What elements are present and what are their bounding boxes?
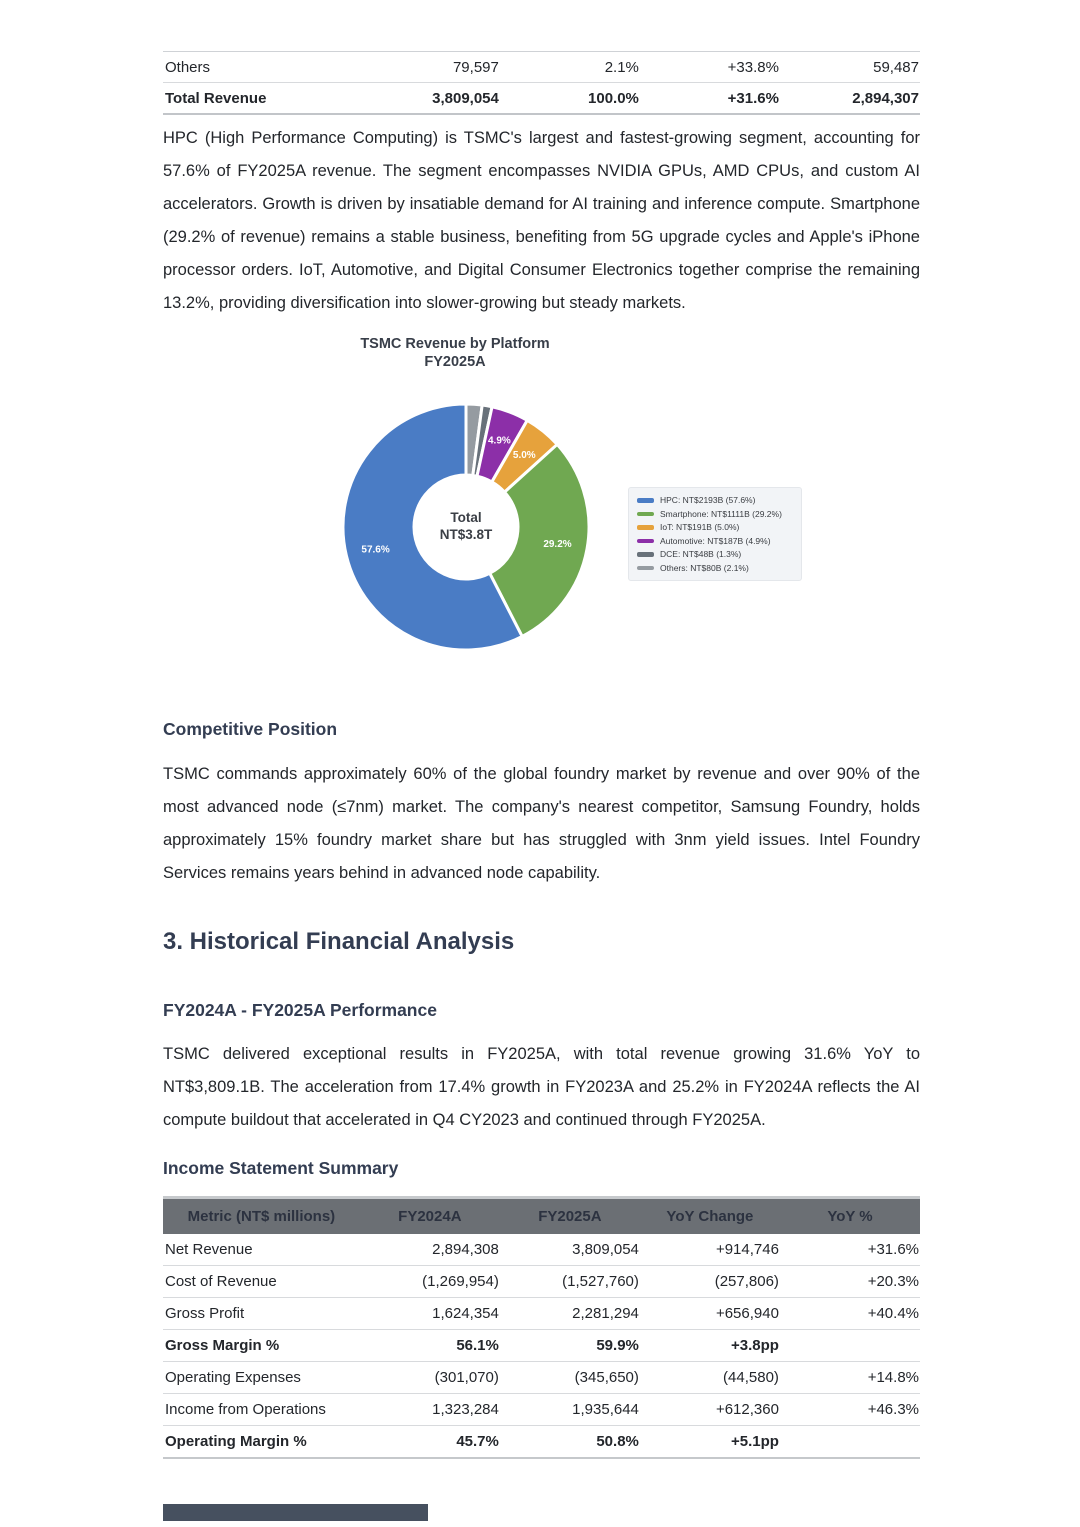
chart-title-line1: TSMC Revenue by Platform: [360, 336, 550, 352]
table-row: [163, 1266, 920, 1298]
legend-label: Others: NT$80B (2.1%): [660, 562, 749, 573]
row-label: Total Revenue: [165, 89, 267, 107]
pie-slice-percent-label: 57.6%: [361, 544, 390, 556]
row-label: Income from Operations: [163, 1394, 360, 1426]
legend-label: Automotive: NT$187B (4.9%): [660, 535, 771, 546]
heading-competitive-position: Competitive Position: [163, 719, 338, 739]
table-row: [163, 1298, 920, 1330]
row-value: 2,894,308: [360, 1234, 500, 1266]
heading-income-summary: Income Statement Summary: [163, 1158, 399, 1178]
legend-label: Smartphone: NT$1111B (29.2%): [660, 508, 782, 519]
row-value: 59,487: [780, 52, 920, 83]
column-header: YoY Change: [640, 1198, 780, 1235]
row-value: 1,624,354: [360, 1298, 500, 1330]
row-value: 2,281,294: [500, 1298, 640, 1330]
row-value: +612,360: [640, 1394, 780, 1426]
row-value: 79,597: [360, 52, 500, 83]
pie-slice-percent-label: 29.2%: [543, 539, 572, 551]
row-label: Cost of Revenue: [163, 1266, 360, 1298]
table-row: [163, 52, 920, 83]
row-value: +40.4%: [780, 1298, 920, 1330]
row-label: Gross Margin %: [163, 1330, 360, 1362]
row-value: +31.6%: [780, 1234, 920, 1266]
table-row: [163, 1330, 920, 1362]
row-value: +5.1pp: [640, 1426, 780, 1459]
legend-swatch: [637, 566, 654, 571]
table-row: [163, 1426, 920, 1459]
legend-item: [637, 508, 793, 521]
legend-item: [637, 535, 793, 548]
row-value: (1,269,954): [360, 1266, 500, 1298]
row-value: +14.8%: [780, 1362, 920, 1394]
row-label: Gross Profit: [163, 1298, 360, 1330]
row-value: 3,809,054: [500, 1234, 640, 1266]
row-label: Net Revenue: [163, 1234, 360, 1266]
donut-center-value: NT$3.8T: [439, 527, 493, 542]
table-row: [163, 83, 920, 115]
column-header: FY2024A: [360, 1198, 500, 1235]
row-value: +20.3%: [780, 1266, 920, 1298]
row-value: (345,650): [500, 1362, 640, 1394]
legend-label: IoT: NT$191B (5.0%): [660, 522, 740, 532]
row-label: Operating Margin %: [163, 1426, 360, 1459]
income-statement-table: [163, 1196, 920, 1459]
row-value: 1,323,284: [360, 1394, 500, 1426]
segment-table-partial: [163, 51, 920, 115]
row-value: 2,894,307: [852, 89, 919, 107]
next-table-header-partial: [163, 1504, 428, 1521]
column-header: YoY %: [780, 1198, 920, 1235]
table-row: [163, 1394, 920, 1426]
column-header: Metric (NT$ millions): [163, 1198, 360, 1235]
row-value: 1,935,644: [500, 1394, 640, 1426]
legend-swatch: [637, 525, 654, 530]
table-row: [163, 1234, 920, 1266]
row-value: +656,940: [640, 1298, 780, 1330]
row-value: [780, 1426, 920, 1459]
legend-item: [637, 562, 793, 575]
heading-performance: FY2024A - FY2025A Performance: [163, 1000, 437, 1020]
row-value: 2.1%: [500, 52, 640, 83]
donut-center-title: Total: [450, 510, 482, 525]
competitive-paragraph: TSMC commands approximately 60% of the global foundry market by revenue and over 90% of the most advanced node (≤7nm) market. The company's nearest competitor, Samsung Foundry, holds approximately 15% foundry market share but has struggled with 3nm yield issues. Intel Foundry Services remains years behind in advanced node capability.: [163, 765, 920, 882]
donut-center-label: [406, 509, 526, 543]
chart-legend: [628, 487, 802, 581]
legend-label: DCE: NT$48B (1.3%): [660, 549, 742, 559]
row-value: (44,580): [640, 1362, 780, 1394]
row-value: 3,809,054: [432, 89, 499, 107]
legend-item: [637, 521, 793, 534]
row-value: +33.8%: [640, 52, 780, 83]
row-value: 59.9%: [500, 1330, 640, 1362]
row-value: 50.8%: [500, 1426, 640, 1459]
row-value: 100.0%: [588, 89, 639, 107]
row-value: +31.6%: [727, 89, 779, 107]
legend-swatch: [637, 539, 654, 544]
heading-section-3: 3. Historical Financial Analysis: [163, 928, 515, 955]
legend-label: HPC: NT$2193B (57.6%): [660, 495, 756, 505]
income-table-header-row: [163, 1198, 920, 1235]
table-row: [163, 1362, 920, 1394]
performance-paragraph: TSMC delivered exceptional results in FY2025A, with total revenue growing 31.6% YoY to NT$3,809.1B. The acceleration from 17.4% growth in FY2023A and 25.2% in FY2024A reflects the AI compute buildout that accelerated in Q4 CY2023 and continued through FY2025A.: [163, 1045, 920, 1129]
row-value: (1,527,760): [500, 1266, 640, 1298]
legend-item: [637, 548, 793, 561]
pie-slice-percent-label: 5.0%: [512, 450, 536, 462]
hpc-paragraph: HPC (High Performance Computing) is TSMC's largest and fastest-growing segment, accounting for 57.6% of FY2025A revenue. The segment encompasses NVIDIA GPUs, AMD CPUs, and custom AI accelerators. Growth is driven by insatiable demand for AI training and inference compute. Smartphone (29.2% of revenue) remains a stable business, benefiting from 5G upgrade cycles and Apple's iPhone processor orders. IoT, Automotive, and Digital Consumer Electronics together comprise the remaining 13.2%, providing diversification into slower-growing but steady markets.: [163, 129, 920, 312]
row-value: +3.8pp: [640, 1330, 780, 1362]
row-label: Operating Expenses: [163, 1362, 360, 1394]
row-value: +46.3%: [780, 1394, 920, 1426]
legend-swatch: [637, 552, 654, 557]
column-header: FY2025A: [500, 1198, 640, 1235]
pie-slice-percent-label: 4.9%: [488, 435, 511, 447]
row-label: Others: [163, 52, 360, 83]
row-value: 56.1%: [360, 1330, 500, 1362]
legend-swatch: [637, 512, 654, 517]
row-value: (257,806): [640, 1266, 780, 1298]
chart-title-line2: FY2025A: [424, 353, 486, 370]
legend-item: [637, 494, 793, 507]
row-value: 45.7%: [360, 1426, 500, 1459]
row-value: (301,070): [360, 1362, 500, 1394]
chart-title: [255, 336, 655, 371]
row-value: [780, 1330, 920, 1362]
legend-swatch: [637, 498, 654, 503]
row-value: +914,746: [640, 1234, 780, 1266]
